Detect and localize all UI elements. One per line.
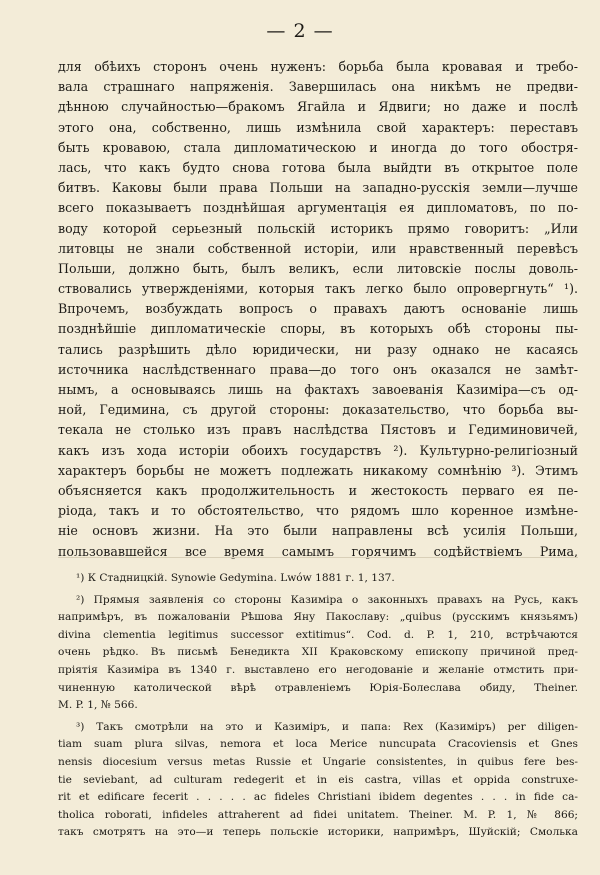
footnote-line: пріятія Казиміра въ 1340 г. выставлено его негодованіе и желаніе отмстить при- [58,663,578,676]
footnote-line: такъ смотрятъ на это—и теперь польскіе историки, напримѣръ, Шуйскій; Смолька [58,826,578,839]
footnote-1: ¹) К Стадницкій. Synowie Gedymina. Lwów 1881 г. 1, 137. [76,572,395,584]
text-line: дѣнною случайностью—бракомъ Ягайла и Ядвиги; но даже и послѣ [58,99,578,115]
footnote-line: чиненную католической вѣрѣ отравленіемъ Юрія-Болеслава обиду, Theiner. [58,681,578,694]
footnote-line: ³) Такъ смотрѣли на это и Казиміръ, и папа: Rex (Казиміръ) per diligen- [76,720,578,733]
text-line: битвъ. Каковы были права Польши на западно-русскія земли—лучше [58,180,578,196]
footnote-line: rit et edificare fecerit . . . . . ac fideles Christiani ibidem degentes . . . in fide ca- [58,791,578,804]
text-line: Польши, должно быть, былъ великъ, если литовскіе послы доволь- [58,260,578,276]
text-line: для обѣихъ сторонъ очень нуженъ: борьба была кровавая и требо- [58,59,578,74]
footnotes [58,570,578,842]
text-line: ной, Гедимина, съ другой стороны: доказательство, что борьба вы- [58,402,578,418]
footnote-line: nensis diocesium versus metas Russie et Ungarie consistentes, in quibus fere bes- [58,755,578,768]
text-line: ріода, такъ и то обстоятельство, что рядомъ шло коренное измѣне- [58,503,578,519]
text-line: этого она, собственно, лишь измѣнила свой характеръ: переставъ [58,119,578,135]
text-line: характеръ борьбы не можетъ подлежать никакому сомнѣнію ³). Этимъ [58,462,578,478]
text-line: Впрочемъ, возбуждать вопросъ о правахъ даютъ основаніе лишь [58,301,578,317]
text-line: объясняется какъ продолжительность и жестокость перваго ея пе- [58,482,578,498]
text-line: воду которой серьезный польскій историкъ прямо говоритъ: „Или [58,220,578,236]
text-line: пользовавшейся все время самымъ горячимъ содѣйствіемъ Рима, [58,543,578,559]
footnote-line: tholica roborati, infideles attraherent ad fidei unitatem. Theiner. M. P. 1, № 866; [58,808,578,821]
text-line: ніе основъ жизни. На это были направлены всѣ усилія Польши, [58,523,578,539]
footnote-separator [58,557,578,558]
footnote-line: divina clementia legitimus successor extitimus“. Cod. d. P. 1, 210, встрѣчаются [58,628,578,641]
footnote-line: очень рѣдко. Въ письмѣ Бенедикта XII Краковскому епископу причиной пред- [58,646,578,659]
text-line: литовцы не знали собственной исторіи, или нравственный перевѣсъ [58,240,578,256]
text-line: какъ изъ хода исторіи обоихъ государствъ ²). Культурно-религіозный [58,442,578,458]
footnote-line: ²) Прямыя заявленія со стороны Казиміра о законныхъ правахъ на Русь, какъ [76,593,578,606]
footnote-line: tiam suam plura silvas, nemora et loca Merice nuncupata Cracoviensis et Gnes [58,738,578,751]
page-number: — 2 — [266,20,334,42]
text-line: вала страшнаго напряженія. Завершилась она никѣмъ не предви- [58,79,578,95]
text-line: источника наслѣдственнаго права—до того онъ оказался не замѣт- [58,361,578,377]
text-line: текала не столько изъ правъ наслѣдства Пястовъ и Гедиминовичей, [58,422,578,438]
main-text [58,57,578,562]
footnote-line: M. P. 1, № 566. [58,699,138,712]
text-line: нымъ, а основываясь лишь на фактахъ завоеванія Казиміра—съ од- [58,382,578,397]
text-line: быть кровавою, стала дипломатическою и иногда до того обостря- [58,139,578,155]
text-line: позднѣйшіе дипломатическіе споры, въ которыхъ обѣ стороны пы- [58,321,578,337]
footnote-line: напримѣръ, въ пожалованіи Рѣшова Яну Пакославу: „quibus (русскимъ князьямъ) [58,611,578,624]
text-line: лась, что какъ будто снова готова была выйдти въ открытое поле [58,159,578,175]
text-line: тались разрѣшить дѣло юридически, ни разу однако не касаясь [58,341,578,357]
footnote-line: tie seviebant, ad culturam redegerit et in eis castra, villas et oppida construxe- [58,773,578,786]
text-line: всего показываетъ позднѣйшая аргументація ея дипломатовъ, по по- [58,200,578,216]
text-line: ствовались утвержденіями, которыя такъ легко было опровергнуть“ ¹). [58,281,578,297]
